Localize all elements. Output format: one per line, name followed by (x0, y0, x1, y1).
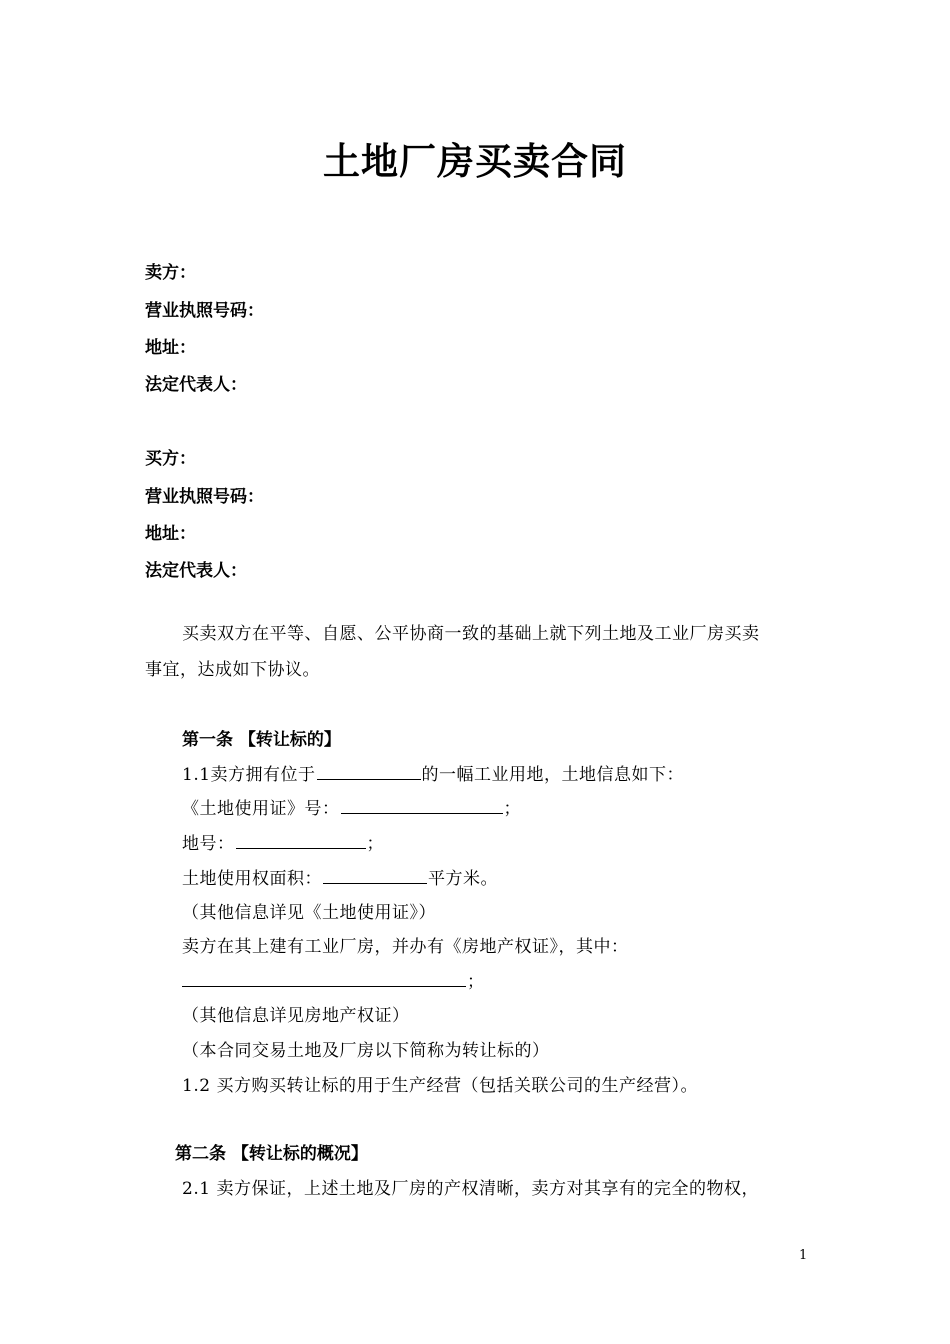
seller-label: 卖方： (145, 263, 196, 283)
property-blank (182, 985, 466, 987)
lot-number-blank (236, 847, 366, 849)
page-number: 1 (799, 1248, 808, 1263)
clause-1-1 (182, 767, 684, 784)
article-1-heading: 第一条 【转让标的】 (182, 730, 341, 750)
property-blank-line (182, 974, 485, 991)
lot-number-end: ； (366, 834, 384, 854)
clause-2-1: 2.1 卖方保证，上述土地及厂房的产权清晰，卖方对其享有的完全的物权， (182, 1179, 759, 1199)
land-cert-label: 《土地使用证》号： (182, 799, 340, 819)
land-cert-end: ； (503, 799, 521, 819)
buyer-rep-label: 法定代表人： (145, 561, 247, 581)
clause-1-1-prefix: 1.1卖方拥有位于 (182, 765, 316, 785)
buyer-label: 买方： (145, 449, 196, 469)
clause-1-2: 1.2 买方购买转让标的用于生产经营（包括关联公司的生产经营）。 (182, 1076, 698, 1096)
other-property-info: （其他信息详见房地产权证） (182, 1006, 410, 1026)
buyer-license-label: 营业执照号码： (145, 487, 264, 507)
transfer-subject-note: （本合同交易土地及厂房以下简称为转让标的） (182, 1041, 550, 1061)
article-2-heading: 第二条 【转让标的概况】 (175, 1144, 368, 1164)
land-area-label: 土地使用权面积： (182, 869, 322, 889)
seller-rep-label: 法定代表人： (145, 375, 247, 395)
intro-line-1: 买卖双方在平等、自愿、公平协商一致的基础上就下列土地及工业厂房买卖 (182, 624, 760, 644)
lot-number-line (182, 836, 384, 853)
land-area-line (182, 871, 498, 888)
land-area-unit: 平方米。 (428, 869, 498, 889)
land-cert-blank (341, 812, 503, 814)
seller-license-label: 营业执照号码： (145, 301, 264, 321)
other-land-info: （其他信息详见《土地使用证》） (182, 903, 436, 923)
location-blank (317, 778, 421, 780)
seller-address-label: 地址： (145, 338, 196, 358)
building-line: 卖方在其上建有工业厂房，并办有《房地产权证》，其中： (182, 937, 629, 957)
intro-line-2: 事宜，达成如下协议。 (145, 660, 320, 680)
document-title: 土地厂房买卖合同 (323, 140, 627, 183)
property-blank-end: ； (467, 972, 485, 992)
buyer-address-label: 地址： (145, 524, 196, 544)
clause-1-1-suffix: 的一幅工业用地，土地信息如下： (421, 765, 685, 785)
lot-number-label: 地号： (182, 834, 235, 854)
land-cert-line (182, 801, 521, 818)
land-area-blank (323, 882, 427, 884)
